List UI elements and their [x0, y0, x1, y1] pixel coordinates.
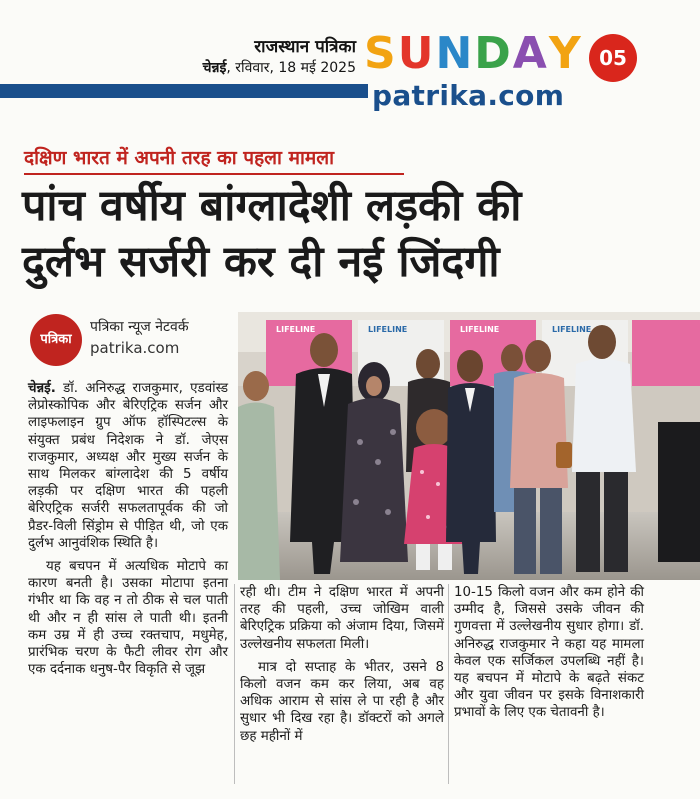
website-name: patrika.com [372, 79, 565, 112]
col1-paragraph-1-text: डॉ. अनिरुद्ध राजकुमार, एडवांस्ड लेप्रोस्कोपिक और बेरिएट्रिक सर्जन और लाइफलाइन ग्रुप ऑफ हॉस्पिटल्स के संयुक्त प्रबंध निदेशक ने डॉ. जेएस राजकुमार, अध्यक्ष और मुख्य सर्जन के साथ मिलकर बांग्लादेश की 5 वर्षीय लड़की पर दक्षिण भारत की पहली बेरिएट्रिक सर्जरी सफलतापूर्वक की जो प्रैडर-विली सिंड्रोम से पीड़ित थी, जो एक दुर्लभ आनुवंशिक स्थिति है। [28, 381, 228, 551]
article-column-3 [454, 584, 644, 722]
headline-line-1: पांच वर्षीय बांग्लादेशी लड़की की [22, 181, 522, 231]
newspaper-name: राजस्थान पत्रिका [254, 37, 356, 57]
banner-text-2: LIFELINE [368, 325, 408, 334]
header-blue-band [0, 84, 368, 98]
section-title-sunday [364, 30, 583, 78]
column-divider-2 [448, 584, 449, 784]
banner-text-4: LIFELINE [552, 325, 592, 334]
byline-source: पत्रिका न्यूज नेटवर्क [90, 319, 189, 335]
page-number-badge: 05 [589, 34, 637, 82]
col2-paragraph-1: रही थी। टीम ने दक्षिण भारत में अपनी तरह की पहली, उच्च जोखिम वाली बेरिएट्रिक प्रक्रिया को अंजाम दिया, जिसमें उल्लेखनीय सफलता मिली। [240, 585, 444, 652]
sunday-letter: U [397, 28, 436, 79]
sunday-letter: A [512, 28, 549, 79]
column-divider-1 [234, 584, 235, 784]
article-kicker: दक्षिण भारत में अपनी तरह का पहला मामला [24, 147, 335, 169]
kicker-underline [24, 173, 404, 175]
col1-paragraph-1 [28, 380, 228, 552]
banner-text-1: LIFELINE [276, 325, 316, 334]
dateline-lead: चेन्नई. [28, 381, 56, 396]
sunday-letter: S [364, 28, 398, 79]
col1-paragraph-2: यह बचपन में अत्यधिक मोटापे का कारण बनती है। उसका मोटापा इतना गंभीर था कि वह न तो ठीक से चल पाती थी और न ही सांस ले पाती थी। इतनी कम उम्र में ही उच्च रक्तचाप, मधुमेह, प्रारंभिक चरण के फैटी लीवर रोग और एक दर्दनाक धनुष-पैर विकृति से जूझ [28, 559, 228, 678]
byline-website: patrika.com [90, 339, 180, 357]
banner-text-3: LIFELINE [460, 325, 500, 334]
headline-line-2: दुर्लभ सर्जरी कर दी नई जिंदगी [22, 237, 500, 287]
sunday-letter: N [435, 28, 475, 79]
patrika-logo-icon: पत्रिका [30, 314, 82, 366]
dateline-date: , रविवार, 18 मई 2025 [226, 60, 356, 76]
sunday-letter: Y [548, 28, 583, 79]
group-photo-illustration [238, 312, 700, 580]
col3-paragraph-1: 10-15 किलो वजन और कम होने की उम्मीद है, जिससे उसके जीवन की गुणवत्ता में उल्लेखनीय सुधार होगा। डॉ. अनिरुद्ध राजकुमार ने कहा यह मामला केवल एक सर्जिकल उपलब्धि नहीं है। यह बचपन में मोटापे के बढ़ते संकट और युवा जीवन पर इसके विनाशकारी प्रभावों के लिए एक चेतावनी है। [454, 585, 644, 721]
dateline [196, 58, 356, 78]
article-headline [22, 178, 682, 290]
dateline-city: चेन्नई [202, 60, 227, 76]
article-column-1 [28, 380, 228, 678]
article-column-2 [240, 584, 444, 745]
article-photo [238, 312, 700, 580]
sunday-letter: D [474, 28, 513, 79]
masthead [196, 36, 356, 78]
col2-paragraph-2: मात्र दो सप्ताह के भीतर, उसने 8 किलो वजन कम कर लिया, अब वह अधिक आराम से सांस ले पा रही है और सुधार भी दिख रहा है। डॉक्टरों को अगले छह महीनों में [240, 659, 444, 744]
